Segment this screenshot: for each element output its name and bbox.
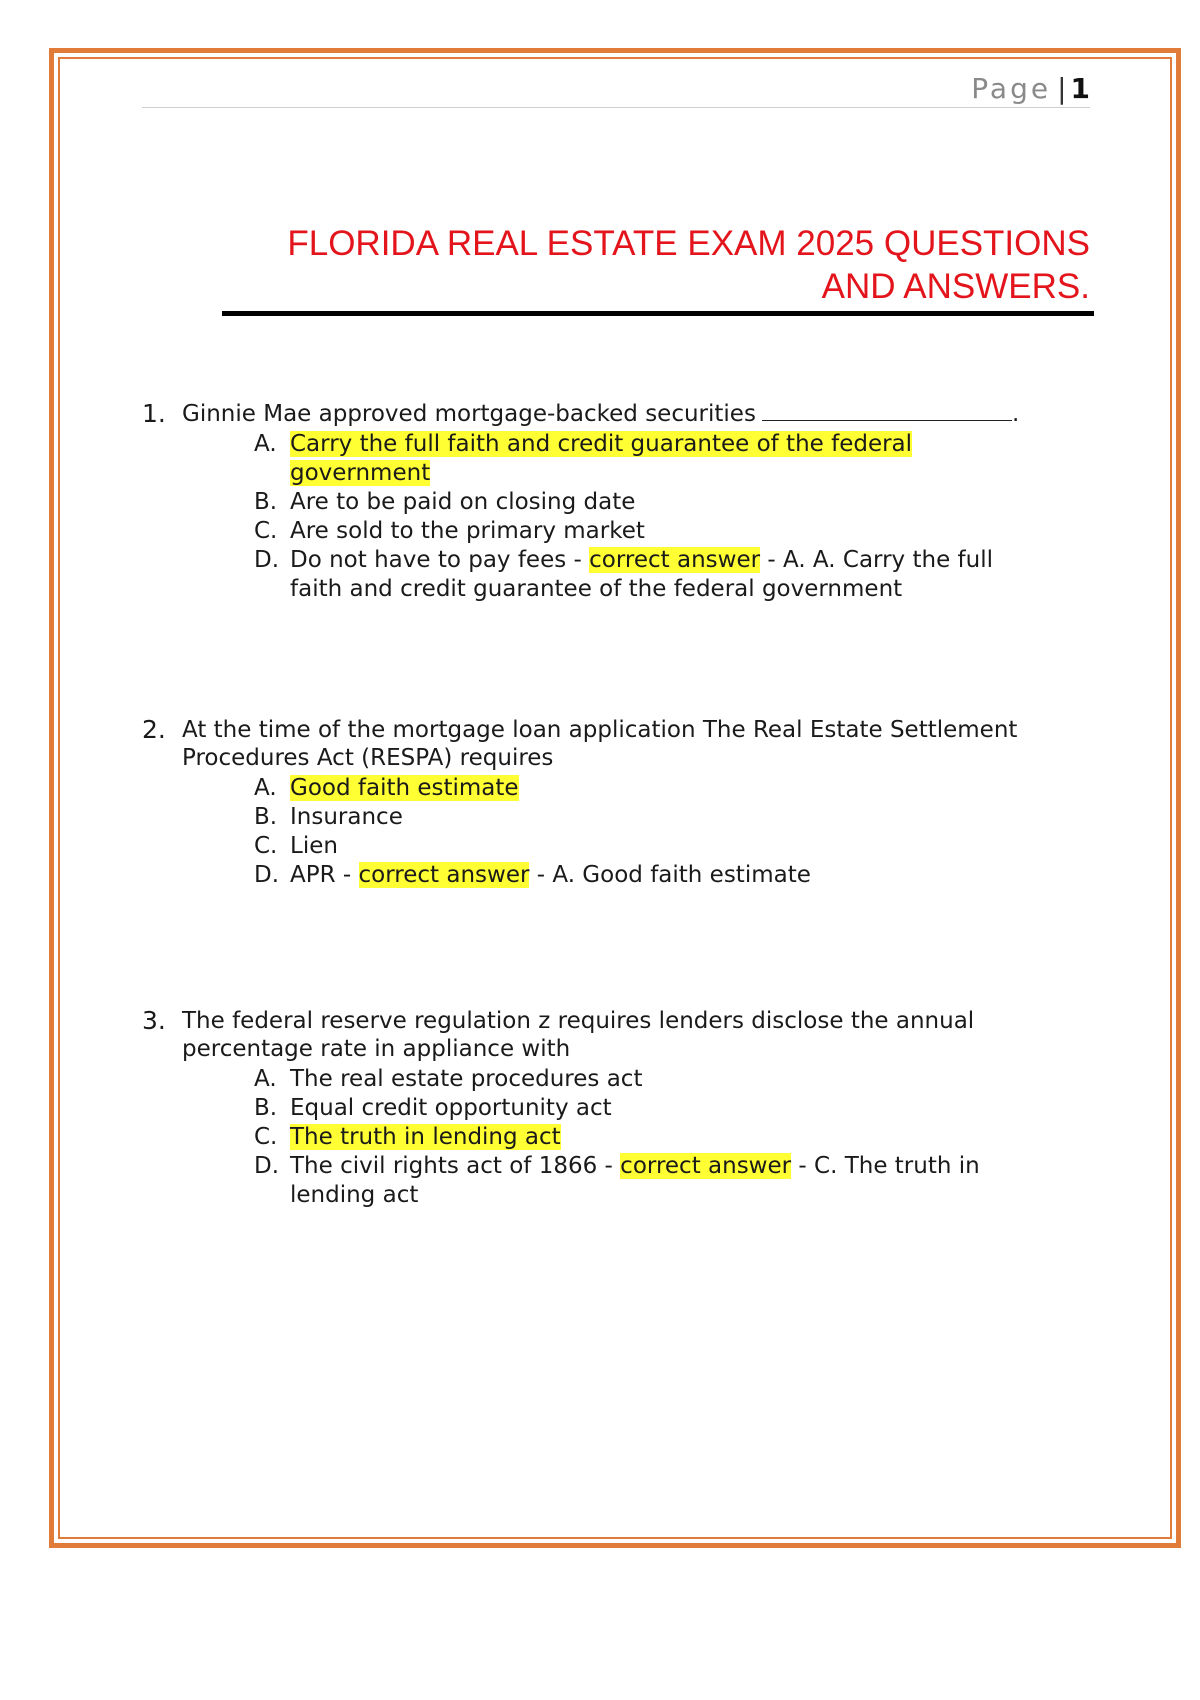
option-a: A. The real estate procedures act	[254, 1066, 643, 1092]
option-b: B. Equal credit opportunity act	[254, 1095, 612, 1121]
answer-blank	[762, 400, 1012, 421]
highlighted-answer-cont: government	[290, 460, 431, 486]
option-b: B. Are to be paid on closing date	[254, 489, 636, 515]
title-line-2: AND ANSWERS.	[821, 267, 1090, 306]
option-d: D. APR - correct answer - A. Good faith estimate	[254, 862, 811, 888]
question-text: The federal reserve regulation z requires lenders disclose the annual percentage rate in appliance with	[182, 1008, 975, 1062]
question-2	[142, 716, 1042, 890]
correct-answer-marker: correct answer	[358, 862, 530, 888]
question-number: 3.	[142, 1006, 166, 1035]
title-line-1: FLORIDA REAL ESTATE EXAM 2025 QUESTIONS	[287, 224, 1090, 263]
question-3	[142, 1007, 1042, 1210]
option-a: A. Carry the full faith and credit guarantee of the federal government	[254, 431, 913, 486]
page-header	[142, 72, 1090, 108]
highlighted-answer: Carry the full faith and credit guarantee of the federal	[290, 431, 913, 457]
option-d: D. The civil rights act of 1866 - correct answer - C. The truth in lending act	[254, 1153, 980, 1208]
options-list	[254, 774, 1042, 890]
highlighted-answer: The truth in lending act	[290, 1124, 561, 1150]
answer-text: A. Good faith estimate	[552, 862, 811, 888]
question-number: 1.	[142, 399, 166, 428]
question-number: 2.	[142, 715, 166, 744]
question-text: Ginnie Mae approved mortgage-backed securities .	[182, 401, 1020, 427]
title-rule	[222, 311, 1094, 316]
answer-text: A. A. Carry the full	[782, 547, 993, 573]
option-d: D. Do not have to pay fees - correct answer - A. A. Carry the full faith and credit guarantee of the federal government	[254, 547, 993, 602]
options-list	[254, 430, 1042, 604]
option-c: C. The truth in lending act	[254, 1124, 561, 1150]
question-1	[142, 400, 1042, 604]
correct-answer-marker: correct answer	[620, 1153, 792, 1179]
option-a: A. Good faith estimate	[254, 775, 519, 801]
option-c: C. Are sold to the primary market	[254, 518, 645, 544]
option-c: C. Lien	[254, 833, 338, 859]
document-title	[222, 222, 1090, 308]
page-label: Page	[971, 72, 1052, 105]
answer-text-cont: lending act	[290, 1182, 419, 1208]
option-b: B. Insurance	[254, 804, 403, 830]
question-text: At the time of the mortgage loan application The Real Estate Settlement Procedures Act (RESPA) requires	[182, 717, 1018, 771]
highlighted-answer: Good faith estimate	[290, 775, 519, 801]
correct-answer-marker: correct answer	[589, 547, 761, 573]
answer-text: C. The truth in	[814, 1153, 980, 1179]
options-list	[254, 1065, 1042, 1210]
page-separator: |	[1057, 72, 1067, 105]
answer-text-cont: faith and credit guarantee of the federal government	[290, 576, 903, 602]
page-number: 1	[1070, 72, 1090, 105]
